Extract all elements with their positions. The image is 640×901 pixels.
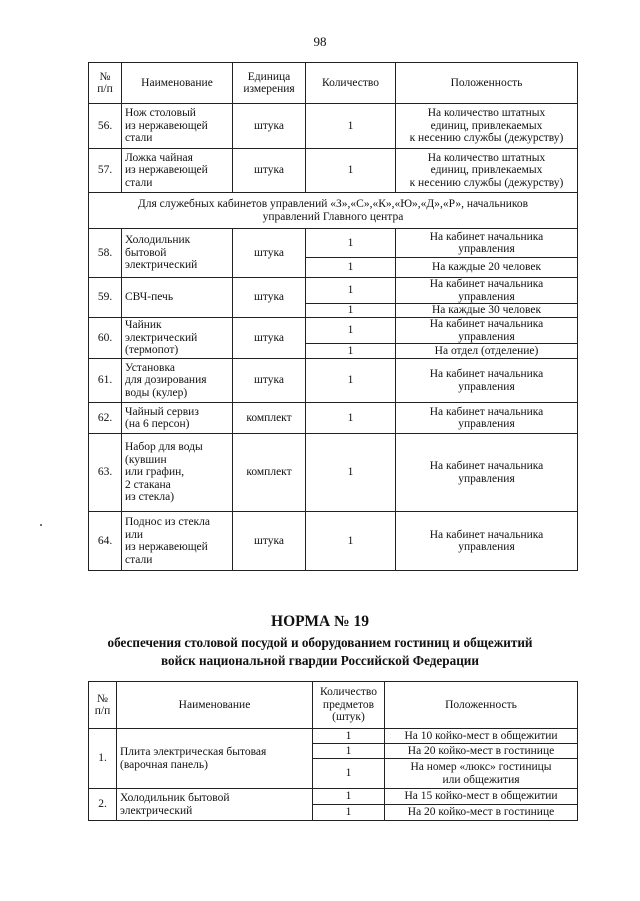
table-header-row [89,682,578,729]
item-unit: штука [233,512,306,571]
row-number: 60. [89,318,122,359]
item-name: СВЧ-печь [122,278,233,318]
item-norm: На количество штатных единиц, привлекаемых к несению службы (дежурству) [396,149,578,193]
table-row [89,512,578,571]
table-row [89,104,578,149]
row-number: 64. [89,512,122,571]
item-norm: На 10 койко-мест в общежитии [385,729,578,744]
item-norm: На номер «люкс» гостиницы или общежития [385,759,578,789]
item-quantity: 1 [313,789,385,805]
item-norm: На кабинет начальника управления [396,434,578,512]
item-norm: На отдел (отделение) [396,344,578,359]
item-name: Холодильник бытовой электрический [122,229,233,278]
header-norm: Положенность [396,63,578,104]
item-quantity: 1 [306,359,396,403]
page-number: 98 [313,34,327,49]
item-norm: На кабинет начальника управления [396,229,578,258]
section-header: Для служебных кабинетов управлений «З»,«С»,«К»,«Ю»,«Д»,«Р», начальников управлений Главного центра [89,193,578,229]
table-row [89,434,578,512]
table-row [89,318,578,344]
item-unit: комплект [233,434,306,512]
item-name: Холодильник бытовой электрический [117,789,313,821]
item-unit: штука [233,278,306,318]
norma-subtitle-line-2: войск национальной гвардии Российской Федерации [161,653,479,668]
item-unit: штука [233,229,306,278]
row-number: 56. [89,104,122,149]
table-header-row [89,63,578,104]
item-quantity: 1 [306,512,396,571]
item-name: Плита электрическая бытовая (варочная панель) [117,729,313,789]
item-quantity: 1 [306,318,396,344]
item-quantity: 1 [313,759,385,789]
row-number: 57. [89,149,122,193]
row-number: 1. [89,729,117,789]
item-name: Поднос из стекла или из нержавеющей стали [122,512,233,571]
item-norm: На кабинет начальника управления [396,278,578,304]
row-number: 61. [89,359,122,403]
item-quantity: 1 [306,149,396,193]
header-num: № п/п [89,682,117,729]
item-unit: штука [233,318,306,359]
item-quantity: 1 [313,729,385,744]
item-quantity: 1 [306,278,396,304]
item-name: Чайный сервиз (на 6 персон) [122,403,233,434]
item-unit: штука [233,359,306,403]
header-name: Наименование [122,63,233,104]
item-norm: На 15 койко-мест в общежитии [385,789,578,805]
item-quantity: 1 [306,403,396,434]
norma-subtitle-line-1: обеспечения столовой посудой и оборудованием гостиниц и общежитий [107,635,533,650]
table-row [89,403,578,434]
item-norm: На кабинет начальника управления [396,359,578,403]
item-unit: комплект [233,403,306,434]
header-qty: Количество [306,63,396,104]
header-norm: Положенность [385,682,578,729]
item-name: Набор для воды (кувшин или графин, 2 стакана из стекла) [122,434,233,512]
item-quantity: 1 [306,104,396,149]
item-norm: На 20 койко-мест в гостинице [385,744,578,759]
row-number: 2. [89,789,117,821]
item-unit: штука [233,149,306,193]
scan-speck [40,524,42,526]
item-norm: На 20 койко-мест в гостинице [385,805,578,821]
row-number: 59. [89,278,122,318]
header-name: Наименование [117,682,313,729]
item-quantity: 1 [306,258,396,278]
row-number: 62. [89,403,122,434]
item-quantity: 1 [306,229,396,258]
item-name: Нож столовый из нержавеющей стали [122,104,233,149]
item-norm: На каждые 30 человек [396,304,578,318]
table-row [89,729,578,744]
item-unit: штука [233,104,306,149]
table-row [89,229,578,258]
table-row [89,359,578,403]
table-row [89,278,578,304]
header-unit: Единица измерения [233,63,306,104]
header-num: № п/п [89,63,122,104]
table-row [89,789,578,805]
item-norm: На каждые 20 человек [396,258,578,278]
item-name: Чайник электрический (термопот) [122,318,233,359]
norms-table-18 [88,62,578,571]
item-name: Установка для дозирования воды (кулер) [122,359,233,403]
item-quantity: 1 [306,434,396,512]
header-qty: Количество предметов (штук) [313,682,385,729]
item-name: Ложка чайная из нержавеющей стали [122,149,233,193]
item-quantity: 1 [306,304,396,318]
norma-title: НОРМА № 19 [271,613,369,630]
row-number: 63. [89,434,122,512]
table-row [89,149,578,193]
row-number: 58. [89,229,122,278]
item-quantity: 1 [313,805,385,821]
item-norm: На кабинет начальника управления [396,403,578,434]
item-norm: На кабинет начальника управления [396,512,578,571]
item-norm: На количество штатных единиц, привлекаемых к несению службы (дежурству) [396,104,578,149]
norms-table-19 [88,681,578,821]
item-quantity: 1 [306,344,396,359]
item-quantity: 1 [313,744,385,759]
item-norm: На кабинет начальника управления [396,318,578,344]
section-header-row [89,193,578,229]
